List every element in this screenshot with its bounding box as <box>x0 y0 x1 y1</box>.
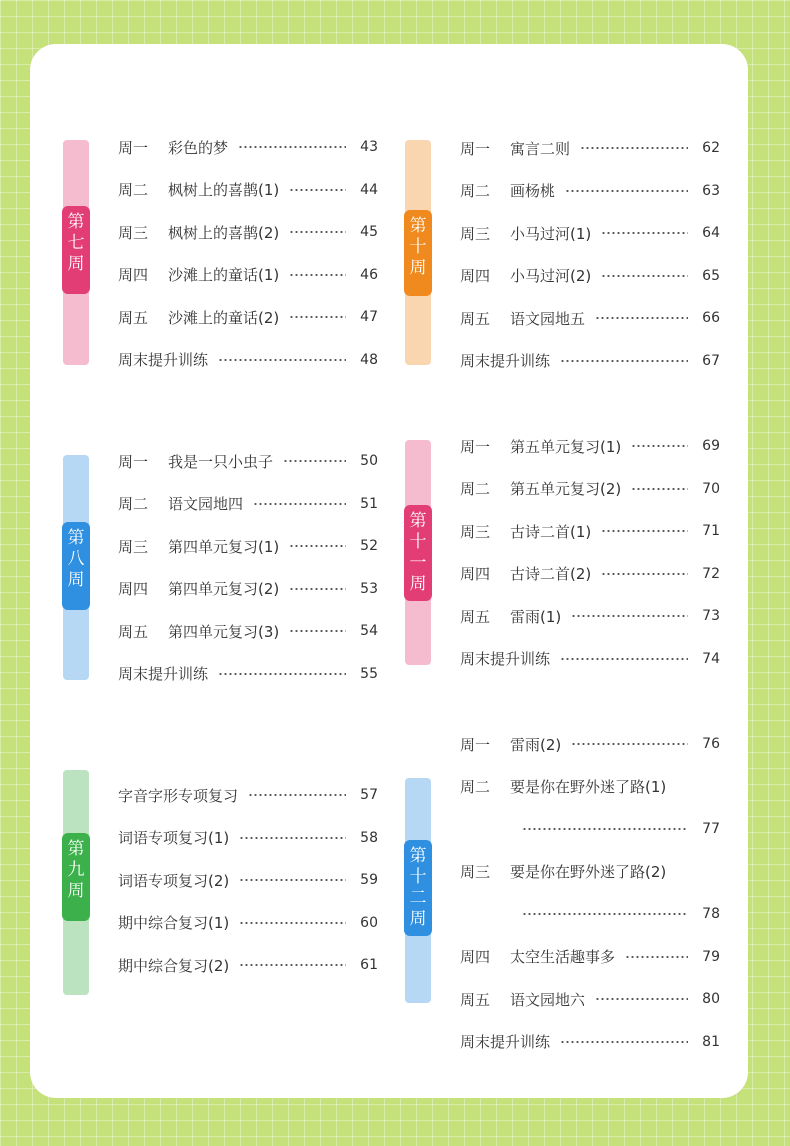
toc-entry[interactable] <box>118 868 378 892</box>
entry-day: 周二 <box>460 778 491 796</box>
page-number: 44 <box>360 181 378 198</box>
entry-day: 周三 <box>460 522 491 541</box>
entry-day: 周四 <box>460 948 491 966</box>
entry-title: 枫树上的喜鹊(1) <box>168 181 280 199</box>
toc-entry-continuation[interactable] <box>522 817 720 841</box>
dot-leader <box>283 460 346 462</box>
entry-title: 周末提升训练 <box>118 351 209 369</box>
dot-leader <box>289 588 346 590</box>
entry-title: 小马过河(2) <box>510 267 592 285</box>
entry-title: 古诗二首(2) <box>510 565 592 583</box>
entry-day: 周二 <box>118 181 149 199</box>
entry-day: 周四 <box>460 267 491 285</box>
entry-title: 雷雨(1) <box>510 607 562 626</box>
entry-title: 第四单元复习(3) <box>168 622 280 641</box>
week-tab[interactable]: 第九周 <box>62 833 90 921</box>
toc-entry[interactable] <box>460 860 720 884</box>
entry-day: 周二 <box>460 182 491 200</box>
entry-day: 周五 <box>460 990 491 1009</box>
dot-leader <box>218 359 346 361</box>
page-number: 53 <box>360 580 378 597</box>
dot-leader <box>580 147 688 149</box>
entry-day: 周一 <box>460 735 491 754</box>
week-tab[interactable]: 第十一周 <box>404 505 432 601</box>
dot-leader <box>239 922 346 924</box>
week-tab[interactable]: 第十二周 <box>404 840 432 936</box>
dot-leader <box>595 317 688 319</box>
dot-leader <box>571 615 688 617</box>
entry-day: 周五 <box>118 308 149 327</box>
page-number: 66 <box>702 310 720 326</box>
dot-leader <box>238 146 346 148</box>
toc-entry[interactable] <box>460 604 720 628</box>
dot-leader <box>289 189 346 191</box>
toc-entry[interactable] <box>118 263 378 287</box>
dot-leader <box>239 879 346 881</box>
toc-entry[interactable] <box>118 577 378 601</box>
entry-title: 第四单元复习(1) <box>168 537 280 556</box>
page-number: 46 <box>360 266 378 283</box>
dot-leader <box>631 488 688 490</box>
page-number: 80 <box>702 991 720 1007</box>
toc-entry[interactable] <box>118 178 378 202</box>
entry-day: 周三 <box>118 537 149 556</box>
entry-title: 第五单元复习(1) <box>510 437 622 456</box>
entry-title: 彩色的梦 <box>168 138 229 157</box>
toc-entry[interactable] <box>460 732 720 756</box>
dot-leader <box>522 828 688 830</box>
entry-title: 周末提升训练 <box>118 665 209 683</box>
toc-entry[interactable] <box>460 349 720 373</box>
entry-day: 周五 <box>118 622 149 641</box>
toc-entry[interactable] <box>460 1030 720 1054</box>
entry-day: 周二 <box>460 480 491 498</box>
dot-leader <box>560 1041 688 1043</box>
dot-leader <box>289 545 346 547</box>
toc-entry[interactable] <box>460 562 720 586</box>
entry-title: 语文园地四 <box>168 495 244 513</box>
page-number: 81 <box>702 1033 720 1050</box>
entry-title: 画杨桃 <box>510 182 556 200</box>
entry-day: 周二 <box>118 495 149 513</box>
entry-day: 周五 <box>460 607 491 626</box>
page-number: 76 <box>702 736 720 752</box>
entry-title: 语文园地五 <box>510 309 586 328</box>
toc-entry[interactable] <box>118 662 378 686</box>
dot-leader <box>289 630 346 632</box>
entry-title: 太空生活趣事多 <box>510 948 616 966</box>
page-number: 47 <box>360 309 378 325</box>
toc-entry[interactable] <box>460 647 720 671</box>
page-number: 63 <box>702 182 720 199</box>
entry-title: 古诗二首(1) <box>510 522 592 541</box>
entry-title: 语文园地六 <box>510 990 586 1009</box>
toc-entry[interactable] <box>118 826 378 850</box>
page-number: 52 <box>360 538 378 554</box>
toc-entry[interactable] <box>118 783 378 807</box>
page-number: 74 <box>702 650 720 667</box>
dot-leader <box>595 998 688 1000</box>
page-number: 45 <box>360 224 378 240</box>
entry-title: 字音字形专项复习 <box>118 786 239 805</box>
week-tab[interactable]: 第七周 <box>62 206 90 294</box>
entry-title: 周末提升训练 <box>460 650 551 668</box>
toc-entry[interactable] <box>460 945 720 969</box>
dot-leader <box>560 360 688 362</box>
entry-title: 要是你在野外迷了路(1) <box>510 778 667 796</box>
entry-title: 第五单元复习(2) <box>510 480 622 498</box>
entry-title: 小马过河(1) <box>510 224 592 243</box>
page-number: 51 <box>360 495 378 512</box>
toc-entry[interactable] <box>460 306 720 330</box>
toc-entry[interactable] <box>460 519 720 543</box>
dot-leader <box>253 503 346 505</box>
entry-day: 周一 <box>460 139 491 158</box>
toc-entry[interactable] <box>118 135 378 159</box>
dot-leader <box>571 743 688 745</box>
toc-entry[interactable] <box>460 264 720 288</box>
entry-title: 沙滩上的童话(1) <box>168 266 280 284</box>
dot-leader <box>631 445 688 447</box>
toc-entry[interactable] <box>118 220 378 244</box>
dot-leader <box>289 274 346 276</box>
page-number: 65 <box>702 267 720 284</box>
page-number: 59 <box>360 872 378 888</box>
entry-title: 期中综合复习(2) <box>118 956 230 975</box>
page-number: 43 <box>360 139 378 155</box>
entry-day: 周四 <box>460 565 491 583</box>
page-number: 78 <box>702 906 720 922</box>
dot-leader <box>625 956 688 958</box>
toc-entry[interactable] <box>460 136 720 160</box>
page-number: 73 <box>702 608 720 624</box>
entry-day: 周三 <box>460 224 491 243</box>
toc-entry[interactable] <box>118 911 378 935</box>
toc-entry-continuation[interactable] <box>522 902 720 926</box>
dot-leader <box>565 190 688 192</box>
entry-day: 周三 <box>460 863 491 881</box>
page-number: 77 <box>702 821 720 837</box>
entry-day: 周一 <box>460 437 491 456</box>
toc-entry[interactable] <box>460 477 720 501</box>
dot-leader <box>560 658 688 660</box>
entry-day: 周一 <box>118 138 149 157</box>
entry-title: 第四单元复习(2) <box>168 580 280 598</box>
dot-leader <box>239 837 346 839</box>
page-number: 57 <box>360 787 378 803</box>
page-number: 72 <box>702 565 720 582</box>
entry-day: 周四 <box>118 580 149 598</box>
week-tab[interactable]: 第八周 <box>62 522 90 610</box>
page-number: 70 <box>702 480 720 497</box>
entry-day: 周一 <box>118 452 149 471</box>
dot-leader <box>601 275 688 277</box>
page-number: 48 <box>360 351 378 368</box>
toc-entry[interactable] <box>460 221 720 245</box>
page-number: 67 <box>702 352 720 369</box>
entry-title: 我是一只小虫子 <box>168 452 274 471</box>
dot-leader <box>239 964 346 966</box>
entry-title: 词语专项复习(2) <box>118 871 230 890</box>
dot-leader <box>248 794 346 796</box>
page-number: 69 <box>702 438 720 454</box>
page-number: 64 <box>702 225 720 241</box>
page-number: 50 <box>360 453 378 469</box>
toc-entry[interactable] <box>118 305 378 329</box>
page-number: 54 <box>360 623 378 639</box>
toc-entry[interactable] <box>460 179 720 203</box>
entry-title: 枫树上的喜鹊(2) <box>168 223 280 242</box>
page-number: 58 <box>360 829 378 846</box>
toc-entry[interactable] <box>460 775 720 799</box>
dot-leader <box>522 913 688 915</box>
entry-title: 要是你在野外迷了路(2) <box>510 863 667 881</box>
toc-entry[interactable] <box>118 953 378 977</box>
toc-entry[interactable] <box>118 619 378 643</box>
dot-leader <box>218 673 346 675</box>
toc-entry[interactable] <box>118 534 378 558</box>
toc-entry[interactable] <box>118 492 378 516</box>
dot-leader <box>289 231 346 233</box>
dot-leader <box>601 232 688 234</box>
entry-day: 周四 <box>118 266 149 284</box>
entry-day: 周五 <box>460 309 491 328</box>
entry-title: 周末提升训练 <box>460 1033 551 1051</box>
dot-leader <box>289 316 346 318</box>
page-number: 79 <box>702 948 720 965</box>
entry-title: 寓言二则 <box>510 139 571 158</box>
entry-title: 词语专项复习(1) <box>118 829 230 847</box>
page-number: 60 <box>360 914 378 931</box>
page-number: 55 <box>360 665 378 682</box>
entry-day: 周三 <box>118 223 149 242</box>
toc-entry[interactable] <box>460 434 720 458</box>
entry-title: 雷雨(2) <box>510 735 562 754</box>
page-number: 61 <box>360 957 378 973</box>
page-number: 71 <box>702 523 720 539</box>
toc-entry[interactable] <box>118 348 378 372</box>
entry-title: 沙滩上的童话(2) <box>168 308 280 327</box>
dot-leader <box>601 530 688 532</box>
toc-entry[interactable] <box>118 449 378 473</box>
toc-entry[interactable] <box>460 987 720 1011</box>
entry-title: 期中综合复习(1) <box>118 914 230 932</box>
dot-leader <box>601 573 688 575</box>
page-number: 62 <box>702 140 720 156</box>
entry-title: 周末提升训练 <box>460 352 551 370</box>
week-tab[interactable]: 第十周 <box>404 210 432 296</box>
